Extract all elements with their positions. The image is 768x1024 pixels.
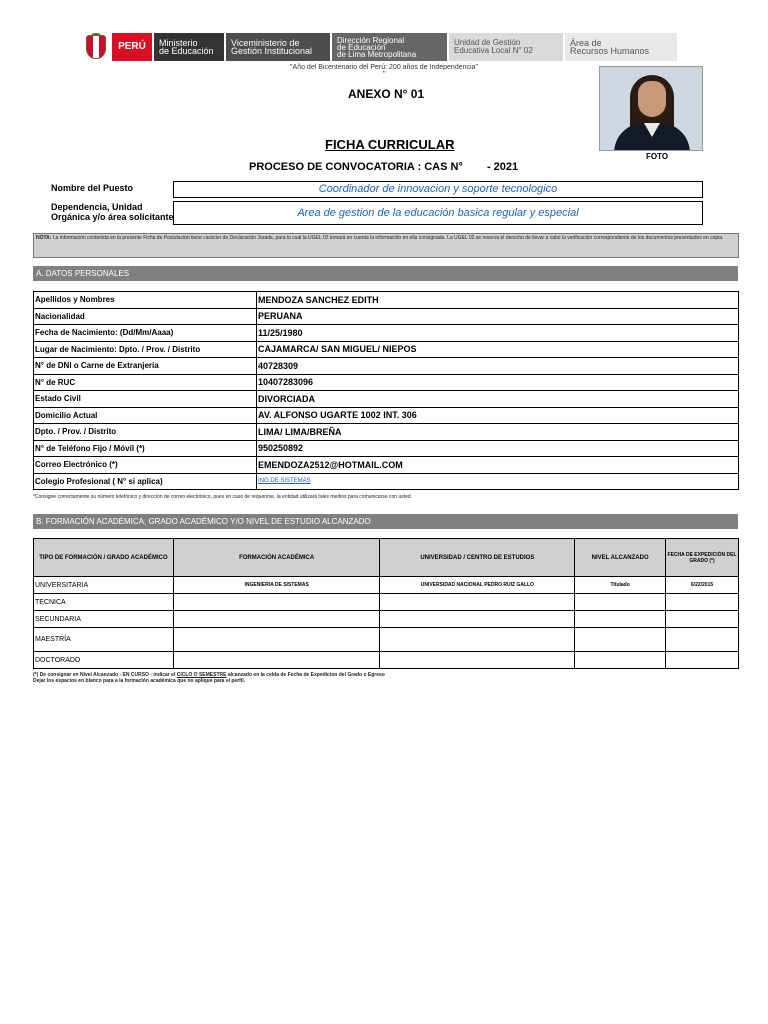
cell-formacion[interactable] <box>173 628 380 652</box>
cell-nivel[interactable]: Titulado <box>575 577 666 594</box>
table-row <box>34 440 739 457</box>
table-row <box>34 292 739 309</box>
table-row <box>34 457 739 474</box>
field-value[interactable]: EMENDOZA2512@HOTMAIL.COM <box>257 457 739 474</box>
field-value[interactable]: LIMA/ LIMA/BREÑA <box>257 424 739 441</box>
page-title: FICHA CURRICULAR <box>325 137 455 152</box>
field-label: Estado Civil <box>34 391 257 408</box>
section-a-header: A. DATOS PERSONALES <box>33 266 738 281</box>
dependencia-field[interactable]: Area de gestion de la educación basica regular y especial <box>173 201 703 225</box>
col-fecha: FECHA DE EXPEDICIÓN DEL GRADO (*) <box>666 539 739 577</box>
year-motto: "Año del Bicentenario del Perú: 200 años de Independencia" <box>290 64 478 71</box>
puesto-label: Nombre del Puesto <box>51 183 134 193</box>
table-row <box>34 473 739 490</box>
field-label: Fecha de Nacimiento: (Dd/Mm/Aaaa) <box>34 325 257 342</box>
field-label: Colegio Profesional ( N° si aplica) <box>34 473 257 490</box>
convocatoria-line <box>249 161 518 173</box>
table-row <box>34 407 739 424</box>
cell-nivel[interactable] <box>575 594 666 611</box>
field-label: Domicilio Actual <box>34 407 257 424</box>
table-row <box>34 341 739 358</box>
field-value[interactable]: 40728309 <box>257 358 739 375</box>
field-label: Lugar de Nacimiento: Dpto. / Prov. / Distrito <box>34 341 257 358</box>
cell-centro[interactable] <box>380 628 575 652</box>
banner-direccion-regional: Dirección Regional de Educación de Lima Metropolitana <box>332 33 447 61</box>
col-formacion: FORMACIÓN ACADÉMICA <box>173 539 380 577</box>
formacion-table <box>33 538 739 669</box>
anexo-title: ANEXO N° 01 <box>348 87 425 101</box>
nota-declaracion: NOTA: La información contenida en la presente Ficha de Postulación tiene carácter de Declaración Jurada, para lo cual la UGEL 02 tomará en cuenta la información en ella consignada. La UGEL 02 se reserva el derecho de llevar a cabo la verificación correspondiente de los documentos presentados en copia. <box>33 233 739 258</box>
cell-nivel[interactable] <box>575 628 666 652</box>
table-row <box>34 358 739 375</box>
table-row <box>34 424 739 441</box>
cell-tipo: DOCTORADO <box>34 652 174 669</box>
personal-data-table <box>33 291 739 490</box>
field-value[interactable]: MENDOZA SANCHEZ EDITH <box>257 292 739 309</box>
puesto-field[interactable]: Coordinador de innovacion y soporte tecnologico <box>173 181 703 198</box>
cell-centro[interactable] <box>380 594 575 611</box>
convocatoria-label: PROCESO DE CONVOCATORIA : CAS N° <box>249 161 463 173</box>
table-row <box>34 374 739 391</box>
photo-label: FOTO <box>646 152 669 161</box>
banner-peru: PERÚ <box>112 33 152 61</box>
table-row <box>34 594 739 611</box>
table-row <box>34 325 739 342</box>
consigne-note: *Consigne correctamente su número telefónico y dirección de correo electrónico, pues en caso de requerirse, la entidad utilizará tales medios para comunicarse con usted. <box>33 494 413 500</box>
field-label: Apellidos y Nombres <box>34 292 257 309</box>
field-label: N° de DNI o Carne de Extranjería <box>34 358 257 375</box>
table-row <box>34 577 739 594</box>
field-value[interactable]: 950250892 <box>257 440 739 457</box>
motto-mark: " <box>383 71 386 78</box>
cell-fecha[interactable] <box>666 652 739 669</box>
banner-ministerio: Ministerio de Educación <box>154 33 224 61</box>
cell-formacion[interactable] <box>173 611 380 628</box>
section-b-header: B. FORMACIÓN ACADÉMICA, GRADO ACADÉMICO Y/O NIVEL DE ESTUDIO ALCANZADO <box>33 514 738 529</box>
banner-viceministerio: Viceministerio de Gestión Institucional <box>226 33 330 61</box>
field-value[interactable]: 11/25/1980 <box>257 325 739 342</box>
dependencia-label: Dependencia, Unidad Orgánica y/o área solicitante <box>51 202 174 222</box>
cell-nivel[interactable] <box>575 652 666 669</box>
field-label: N° de Teléfono Fijo / Móvil (*) <box>34 440 257 457</box>
field-label: Nacionalidad <box>34 308 257 325</box>
table-row <box>34 611 739 628</box>
field-label: Dpto. / Prov. / Distrito <box>34 424 257 441</box>
cell-formacion[interactable] <box>173 652 380 669</box>
table-row <box>34 308 739 325</box>
banner-ugel: Unidad de Gestión Educativa Local N° 02 <box>449 33 563 61</box>
peru-coat-of-arms-icon <box>80 33 112 61</box>
cell-fecha[interactable] <box>666 611 739 628</box>
field-value[interactable]: PERUANA <box>257 308 739 325</box>
field-value[interactable]: ING.DE SISTEMAS <box>257 473 739 490</box>
cell-centro[interactable] <box>380 652 575 669</box>
field-value[interactable]: DIVORCIADA <box>257 391 739 408</box>
cell-fecha[interactable]: 6/22/2015 <box>666 577 739 594</box>
cell-tipo: MAESTRÍA <box>34 628 174 652</box>
cell-tipo: UNIVERSITARIA <box>34 577 174 594</box>
cell-formacion[interactable] <box>173 594 380 611</box>
header-banner <box>80 33 677 61</box>
field-label: Correo Electrónico (*) <box>34 457 257 474</box>
field-value[interactable]: AV. ALFONSO UGARTE 1002 INT. 306 <box>257 407 739 424</box>
applicant-photo <box>599 66 703 151</box>
col-nivel: NIVEL ALCANZADO <box>575 539 666 577</box>
cell-tipo: TECNICA <box>34 594 174 611</box>
table-row <box>34 652 739 669</box>
table-row <box>34 628 739 652</box>
cell-formacion[interactable]: INGENIERIA DE SISTEMAS <box>173 577 380 594</box>
cell-fecha[interactable] <box>666 594 739 611</box>
field-label: N° de RUC <box>34 374 257 391</box>
cell-centro[interactable]: UNIVERSIDAD NACIONAL PEDRO RUIZ GALLO <box>380 577 575 594</box>
cell-fecha[interactable] <box>666 628 739 652</box>
col-tipo: TIPO DE FORMACIÓN / GRADO ACADÉMICO <box>34 539 174 577</box>
formacion-note: (*) De consignar en Nivel Alcanzado - EN CURSO - indicar el CICLO O SEMESTRE alcanzado en la celda de Fecha de Expedicion del Grado o Egreso Dejar los espacios en blanco para a la formación académica que no aplique para el perfil. <box>33 672 385 684</box>
field-value[interactable]: 10407283096 <box>257 374 739 391</box>
col-centro: UNIVERSIDAD / CENTRO DE ESTUDIOS <box>380 539 575 577</box>
cell-nivel[interactable] <box>575 611 666 628</box>
banner-area-rrhh: Área de Recursos Humanos <box>565 33 677 61</box>
field-value[interactable]: CAJAMARCA/ SAN MIGUEL/ NIEPOS <box>257 341 739 358</box>
cell-centro[interactable] <box>380 611 575 628</box>
cell-tipo: SECUNDARIA <box>34 611 174 628</box>
table-row <box>34 391 739 408</box>
convocatoria-year: - 2021 <box>486 161 519 173</box>
